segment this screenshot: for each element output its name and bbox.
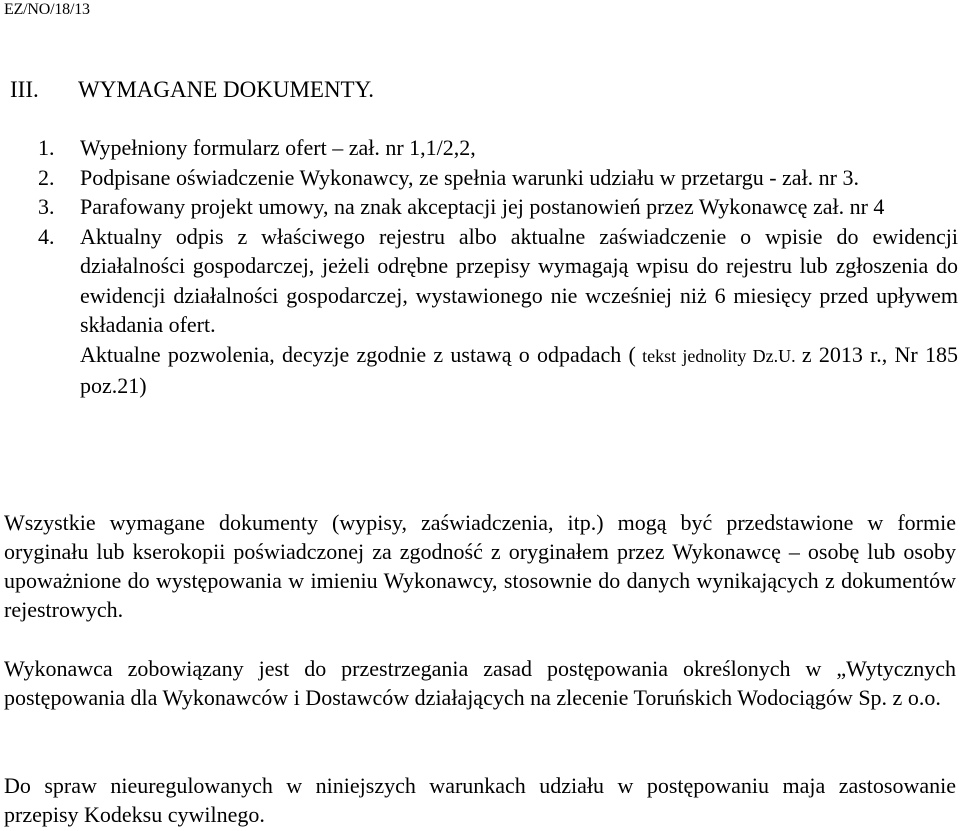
section-number: III. bbox=[10, 77, 39, 102]
document-item-3 bbox=[38, 192, 958, 222]
paragraph-certified-copies: Wszystkie wymagane dokumenty (wypisy, zaświadczenia, itp.) mogą być przedstawione w formie oryginału lub kserokopii poświadczonej za zgodność z oryginałem przez Wykonawcę – osobę lub osoby upoważnione do występowania w imieniu Wykonawcy, stosownie do danych wynikających z dokumentów rejestrowych. bbox=[4, 510, 956, 622]
subnote-legal-reference: tekst jednolity Dz.U. bbox=[635, 345, 802, 366]
document-item-4 bbox=[38, 222, 958, 401]
document-item-1 bbox=[38, 133, 958, 163]
item-number: 1. bbox=[38, 135, 55, 160]
item-subnote bbox=[80, 340, 958, 401]
required-documents-list bbox=[38, 133, 958, 401]
item-text: Aktualny odpis z właściwego rejestru albo aktualne zaświadczenie o wpisie do ewidencji działalności gospodarczej, jeżeli odrębne przepisy wymagają wpisu do rejestru lub zgłoszenia do ewidencji działalności gospodarczej, wystawionego nie wcześniej niż 6 miesięcy przed upływem składania ofert. bbox=[80, 223, 958, 337]
section-title: WYMAGANE DOKUMENTY. bbox=[78, 77, 375, 102]
item-text: Wypełniony formularz ofert – zał. nr 1,1/2,2, bbox=[80, 135, 476, 160]
item-number: 2. bbox=[38, 164, 55, 190]
document-reference: EZ/NO/18/13 bbox=[4, 1, 90, 18]
subnote-start: Aktualne pozwolenia, decyzje zgodnie z ustawą o odpadach ( bbox=[80, 341, 636, 367]
item-number: 3. bbox=[38, 194, 55, 219]
paragraph-civil-code: Do spraw nieuregulowanych w niniejszych warunkach udziału w postępowaniu maja zastosowanie przepisy Kodeksu cywilnego. bbox=[4, 773, 956, 827]
item-text: Podpisane oświadczenie Wykonawcy, ze spełnia warunki udziału w przetargu - zał. nr 3. bbox=[80, 164, 860, 190]
section-heading bbox=[10, 76, 374, 104]
paragraph-guidelines: Wykonawca zobowiązany jest do przestrzegania zasad postępowania określonych w „Wytycznych postępowania dla Wykonawców i Dostawców działających na zlecenie Toruńskich Wodociągów Sp. z o.o. bbox=[4, 656, 956, 710]
document-item-2 bbox=[38, 163, 958, 193]
subnote-end: z 2013 r., Nr 185 poz.21) bbox=[80, 341, 958, 398]
item-text: Parafowany projekt umowy, na znak akceptacji jej postanowień przez Wykonawcę zał. nr 4 bbox=[80, 194, 885, 219]
item-number: 4. bbox=[38, 223, 55, 249]
